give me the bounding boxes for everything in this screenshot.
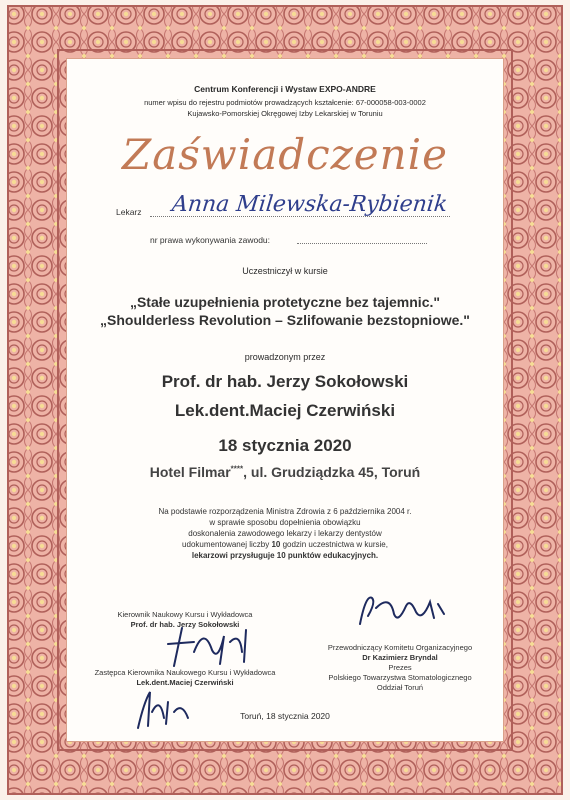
- lecturer-2: Lek.dent.Maciej Czerwiński: [174, 401, 396, 420]
- issuer-name: Centrum Konferencji i Wystaw EXPO-ANDRE: [194, 84, 376, 94]
- issuer-chamber: Kujawsko-Pomorskiej Okręgowej Izby Lekarskiej w Toruniu: [187, 109, 383, 118]
- issue-place-date: Toruń, 18 stycznia 2020: [240, 711, 330, 721]
- recipient-label: Lekarz: [116, 207, 142, 217]
- legal-line-5: lekarzowi przysługuje 10 punktów edukacyjnych.: [191, 551, 379, 560]
- course-title-line2: „Shoulderless Revolution – Szlifowanie bezstopniowe.": [100, 312, 470, 328]
- committee-block: [300, 643, 500, 693]
- legal-line-4-post: godzin uczestnictwa w kursie,: [280, 540, 388, 549]
- legal-basis: [66, 506, 504, 561]
- issuer-registry: numer wpisu do rejestru podmiotów prowadzących kształcenie: 67-000058-003-0002: [144, 98, 426, 107]
- participated-text: Uczestniczył w kursie: [242, 266, 328, 276]
- deputy-role: Zastępca Kierownika Naukowego Kursu i Wykładowca: [94, 668, 276, 677]
- legal-hours: 10: [271, 540, 281, 549]
- legal-line-4: [66, 539, 504, 550]
- legal-line-1: Na podstawie rozporządzenia Ministra Zdrowia z 6 października 2004 r.: [158, 507, 412, 516]
- course-title-line1: „Stałe uzupełnienia protetyczne bez tajemnic.": [129, 294, 441, 310]
- scientific-head-signature: [160, 622, 260, 672]
- certificate-title: Zaświadczenie: [122, 130, 448, 179]
- legal-line-2: w sprawie sposobu dopełnienia obowiązku: [209, 518, 361, 527]
- venue-address: , ul. Grudziądzka 45, Toruń: [243, 464, 421, 480]
- committee-signature: [350, 588, 450, 630]
- committee-role: Przewodniczący Komitetu Organizacyjnego: [327, 643, 473, 652]
- deputy-name: Lek.dent.Maciej Czerwiński: [136, 678, 234, 687]
- committee-name: Dr Kazimierz Bryndal: [362, 653, 438, 662]
- committee-org-1: Polskiego Towarzystwa Stomatologicznego: [328, 673, 472, 682]
- license-label: nr prawa wykonywania zawodu:: [150, 235, 271, 245]
- event-date: 18 stycznia 2020: [218, 436, 352, 455]
- legal-line-4-pre: udokumentowanej liczby: [182, 540, 272, 549]
- scientific-head-role: Kierownik Naukowy Kursu i Wykładowca: [117, 610, 253, 619]
- lecturer-1: Prof. dr hab. Jerzy Sokołowski: [161, 372, 409, 391]
- legal-line-3: doskonalenia zawodowego lekarzy i lekarzy dentystów: [188, 529, 382, 538]
- scientific-head-name: Prof. dr hab. Jerzy Sokołowski: [130, 620, 240, 629]
- led-by-text: prowadzonym przez: [244, 352, 326, 362]
- recipient-name-handwritten: Anna Milewska-Rybienik: [170, 192, 449, 217]
- committee-org-2: Oddział Toruń: [376, 683, 424, 692]
- venue: [66, 464, 504, 480]
- committee-title: Prezes: [388, 663, 412, 672]
- venue-stars: ****: [230, 464, 244, 474]
- license-dotted-line: [297, 243, 427, 244]
- deputy-signature: [130, 672, 200, 732]
- venue-hotel: Hotel Filmar: [149, 464, 231, 480]
